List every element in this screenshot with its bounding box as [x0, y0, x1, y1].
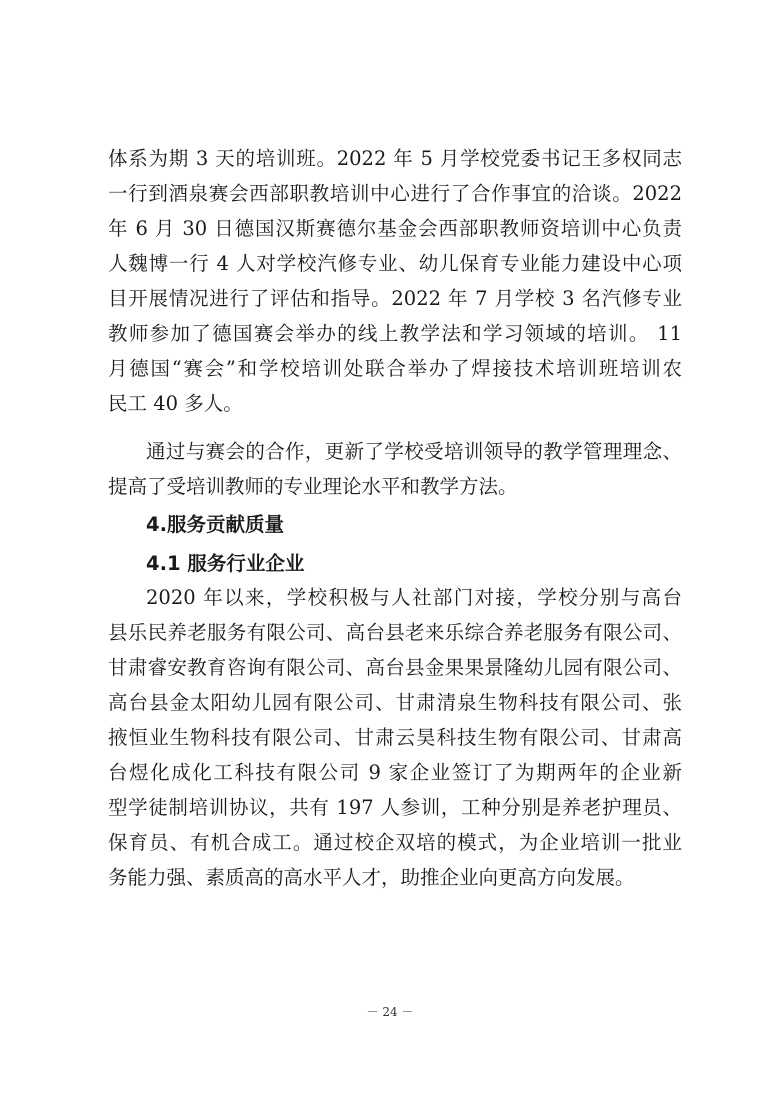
paragraph-line: 通过与赛会的合作，更新了学校受培训领导的教学管理理念、 [146, 440, 682, 463]
page-number: － 24 － [366, 1005, 414, 1019]
paragraph-line: 一行到酒泉赛会西部职教培训中心进行了合作事宜的洽谈。2022 [108, 182, 682, 205]
paragraph-line: 甘肃睿安教育咨询有限公司、高台县金果果景隆幼儿园有限公司、 [108, 656, 682, 679]
paragraph-line: 2020 年以来，学校积极与人社部门对接，学校分别与高台 [146, 586, 682, 609]
paragraph-line: 目开展情况进行了评估和指导。2022 年 7 月学校 3 名汽修专业 [108, 287, 682, 310]
subsection-heading: 4.1 服务行业企业 [146, 552, 305, 575]
paragraph-line: 掖恒业生物科技有限公司、甘肃云昊科技生物有限公司、甘肃高 [108, 726, 682, 749]
paragraph-line: 台煜化成化工科技有限公司 9 家企业签订了为期两年的企业新 [108, 761, 682, 784]
paragraph-line: 年 6 月 30 日德国汉斯赛德尔基金会西部职教师资培训中心负责 [108, 217, 682, 240]
paragraph-line: 月德国“赛会”和学校培训处联合举办了焊接技术培训班培训农 [108, 357, 682, 380]
paragraph-line: 民工 40 多人。 [108, 392, 243, 415]
section-heading: 4.服务贡献质量 [146, 513, 284, 536]
paragraph-line: 型学徒制培训协议，共有 197 人参训，工种分别是养老护理员、 [108, 796, 682, 819]
paragraph-line: 高台县金太阳幼儿园有限公司、甘肃清泉生物科技有限公司、张 [108, 691, 682, 714]
paragraph-line: 教师参加了德国赛会举办的线上教学法和学习领域的培训。 11 [108, 322, 682, 345]
paragraph-line: 体系为期 3 天的培训班。2022 年 5 月学校党委书记王多权同志 [108, 147, 682, 170]
paragraph-line: 保育员、有机合成工。通过校企双培的模式，为企业培训一批业 [108, 831, 682, 854]
paragraph-line: 务能力强、素质高的高水平人才，助推企业向更高方向发展。 [108, 866, 635, 889]
paragraph-line: 人魏博一行 4 人对学校汽修专业、幼儿保育专业能力建设中心项 [108, 252, 682, 275]
paragraph-line: 县乐民养老服务有限公司、高台县老来乐综合养老服务有限公司、 [108, 621, 682, 644]
paragraph-line: 提高了受培训教师的专业理论水平和教学方法。 [108, 475, 518, 498]
